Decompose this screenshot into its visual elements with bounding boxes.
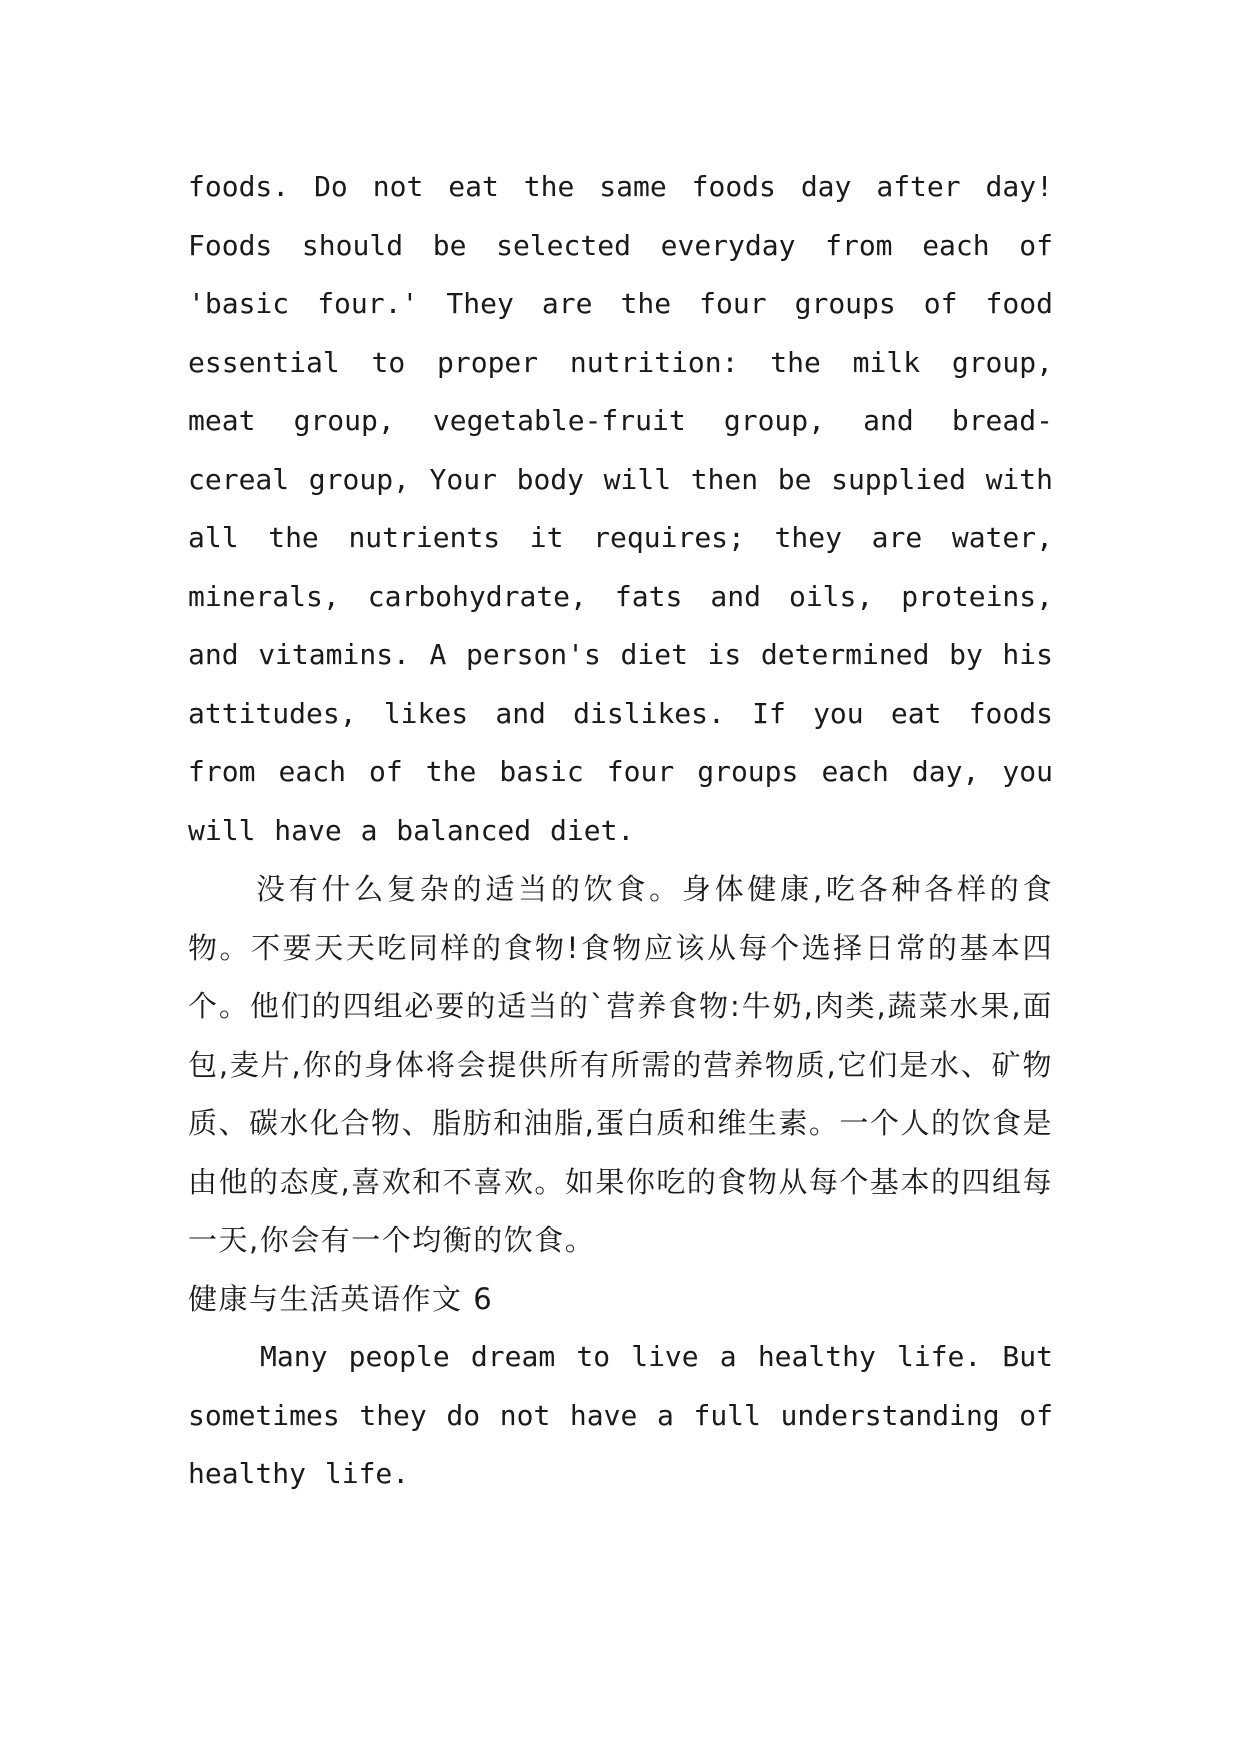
english-paragraph-healthy-life: Many people dream to live a healthy life. But sometimes they do not have a full understanding of healthy life.: [188, 1340, 1053, 1490]
section-heading: 健康与生活英语作文 6: [188, 1281, 494, 1316]
chinese-translation-paragraph: 没有什么复杂的适当的饮食。身体健康,吃各种各样的食物。不要天天吃同样的食物!食物应该从每个选择日常的基本四个。他们的四组必要的适当的`营养食物:牛奶,肉类,蔬菜水果,面包,麦片,你的身体将会提供所有所需的营养物质,它们是水、矿物质、碳水化合物、脂肪和油脂,蛋白质和维生素。一个人的饮食是由他的态度,喜欢和不喜欢。如果你吃的食物从每个基本的四组每一天,你会有一个均衡的饮食。: [188, 872, 1053, 1257]
english-paragraph-basic-four: foods. Do not eat the same foods day after day! Foods should be selected everyday from each of 'basic four.' They are the four groups of food essential to proper nutrition: the milk group, meat group, vegetable-fruit group, and bread- cereal group, Your body will then be supplied with all the nutrients it requires; they are water, minerals, carbohydrate, fats and oils, proteins, and vitamins. A person's diet is determined by his attitudes, likes and dislikes. If you eat foods from each of the basic four groups each day, you will have a balanced diet.: [188, 170, 1053, 847]
document-page: [188, 158, 1053, 1718]
